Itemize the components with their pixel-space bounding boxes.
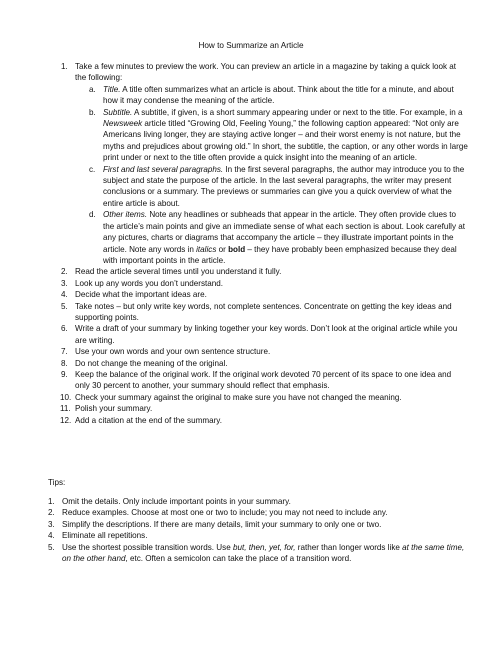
step-item <box>48 415 468 426</box>
preview-text: article titled “Growing Old, Feeling Young,” the following caption appeared: “Not only are Americans living longer, they are staying active longer – and their worst enemy is not nature, but the myths and prejudices about growing old.” In short, the subtitle, the caption, or any other words in large print under or next to the title often provide a quick insight into the meaning of an article. <box>103 119 468 163</box>
tip-text: Simplify the descriptions. If there are many details, limit your summary to only one or two. <box>62 519 382 529</box>
step-number: 9. <box>61 369 68 379</box>
tip-text: Use the shortest possible transition words. Use <box>62 542 233 552</box>
preview-item-other <box>75 209 468 266</box>
step-number: 12. <box>60 415 72 425</box>
preview-label: Title. <box>103 84 121 94</box>
preview-text: A title often summarizes what an article is about. Think about the title for a minute, and about how it may condense the meaning of the article. <box>103 84 454 106</box>
tip-number: 5. <box>48 542 55 552</box>
tip-item <box>48 542 468 565</box>
step-text: Read the article several times until you understand it fully. <box>75 267 282 277</box>
preview-letter: b. <box>89 107 96 117</box>
tips-heading: Tips: <box>48 478 66 487</box>
tip-text: Eliminate all repetitions. <box>62 531 148 541</box>
step-item <box>48 323 468 346</box>
step-number: 3. <box>61 278 68 288</box>
tip-item <box>48 519 468 530</box>
preview-text: or <box>216 244 229 254</box>
step-number: 4. <box>61 290 68 300</box>
step-text: Take notes – but only write key words, not complete sentences. Concentrate on getting the key ideas and supporting points. <box>75 301 452 322</box>
step-item <box>48 392 468 403</box>
page-title: How to Summarize an Article <box>198 41 304 50</box>
step-number: 11. <box>60 404 71 414</box>
step-item <box>48 278 468 289</box>
preview-letter: d. <box>89 210 96 220</box>
preview-sublist <box>75 84 468 267</box>
step-item <box>48 346 468 357</box>
preview-text: In the first several paragraphs, the author may introduce you to the subject and state the purpose of the article. In the last several paragraphs, the writer may present conclusions or a summary. The previews or summaries can give you a quick overview of what the entire article is about. <box>103 164 465 208</box>
tip-number: 2. <box>48 508 55 518</box>
preview-letter: a. <box>89 84 96 94</box>
steps-list <box>48 61 468 426</box>
tip-item <box>48 507 468 518</box>
step-number: 10. <box>60 392 72 402</box>
step-item <box>48 61 468 266</box>
tip-text: , etc. Often a semicolon can take the place of a transition word. <box>125 554 352 564</box>
tip-number: 4. <box>48 531 55 541</box>
tip-text: rather than longer words like <box>295 542 403 552</box>
preview-letter: c. <box>89 164 96 174</box>
bold-example: bold <box>228 244 246 254</box>
step-text: Add a citation at the end of the summary. <box>75 415 222 425</box>
step-text: Check your summary against the original to make sure you have not changed the meaning. <box>75 392 402 402</box>
step-text: Do not change the meaning of the original. <box>75 358 228 368</box>
step-item <box>48 301 468 324</box>
tip-text: Reduce examples. Choose at most one or two to include; you may not need to include any. <box>62 508 388 518</box>
tip-item <box>48 496 468 507</box>
tips-list <box>48 496 468 564</box>
preview-text: A subtitle, if given, is a short summary appearing under or next to the title. For example, in a <box>132 107 463 117</box>
step-item <box>48 369 468 392</box>
preview-item-paragraphs <box>75 164 468 210</box>
step-number: 5. <box>61 301 68 311</box>
preview-label: First and last several paragraphs. <box>103 164 224 174</box>
preview-item-subtitle <box>75 107 468 164</box>
step-item <box>48 289 468 300</box>
step-text: Keep the balance of the original work. If the original work devoted 70 percent of its space to one idea and only 30 percent to another, your summary should reflect that emphasis. <box>75 369 452 391</box>
publication-name: Newsweek <box>103 119 143 129</box>
step-item <box>48 358 468 369</box>
step-number: 1. <box>61 62 68 71</box>
preview-label: Subtitle. <box>103 107 133 117</box>
italics-example: italics <box>196 244 217 254</box>
step-number: 2. <box>61 267 68 277</box>
tip-italic-phrase: at the same time, on the other hand <box>62 542 465 564</box>
tip-text: Omit the details. Only include important points in your summary. <box>62 497 291 506</box>
step-item <box>48 266 468 277</box>
tip-item <box>48 530 468 541</box>
step-text: Decide what the important ideas are. <box>75 290 207 300</box>
preview-text: – they have probably been emphasized because they deal with important points in the article. <box>103 244 457 265</box>
step-text: Take a few minutes to preview the work. You can preview an article in a magazine by taking a quick look at the following: <box>75 62 457 83</box>
tip-number: 3. <box>48 519 55 529</box>
step-number: 7. <box>61 347 68 357</box>
preview-text: Note any headlines or subheads that appear in the article. They often provide clues to the article’s main points and give an immediate sense of what each section is about. Look carefully at any pictures, charts or diagrams that accompany the article – they illustrate important points in the article. Note any words in <box>103 210 466 254</box>
step-number: 6. <box>61 324 68 334</box>
step-text: Write a draft of your summary by linking together your key words. Don’t look at the original article while you are writing. <box>75 324 458 345</box>
step-number: 8. <box>61 358 68 368</box>
step-text: Polish your summary. <box>75 404 153 414</box>
preview-label: Other items. <box>103 210 148 220</box>
tip-italic-words: but, then, yet, for, <box>232 542 296 552</box>
step-item <box>48 403 468 414</box>
tip-number: 1. <box>48 497 55 506</box>
step-text: Look up any words you don’t understand. <box>75 278 224 288</box>
step-text: Use your own words and your own sentence structure. <box>75 347 271 357</box>
preview-item-title <box>75 84 468 107</box>
